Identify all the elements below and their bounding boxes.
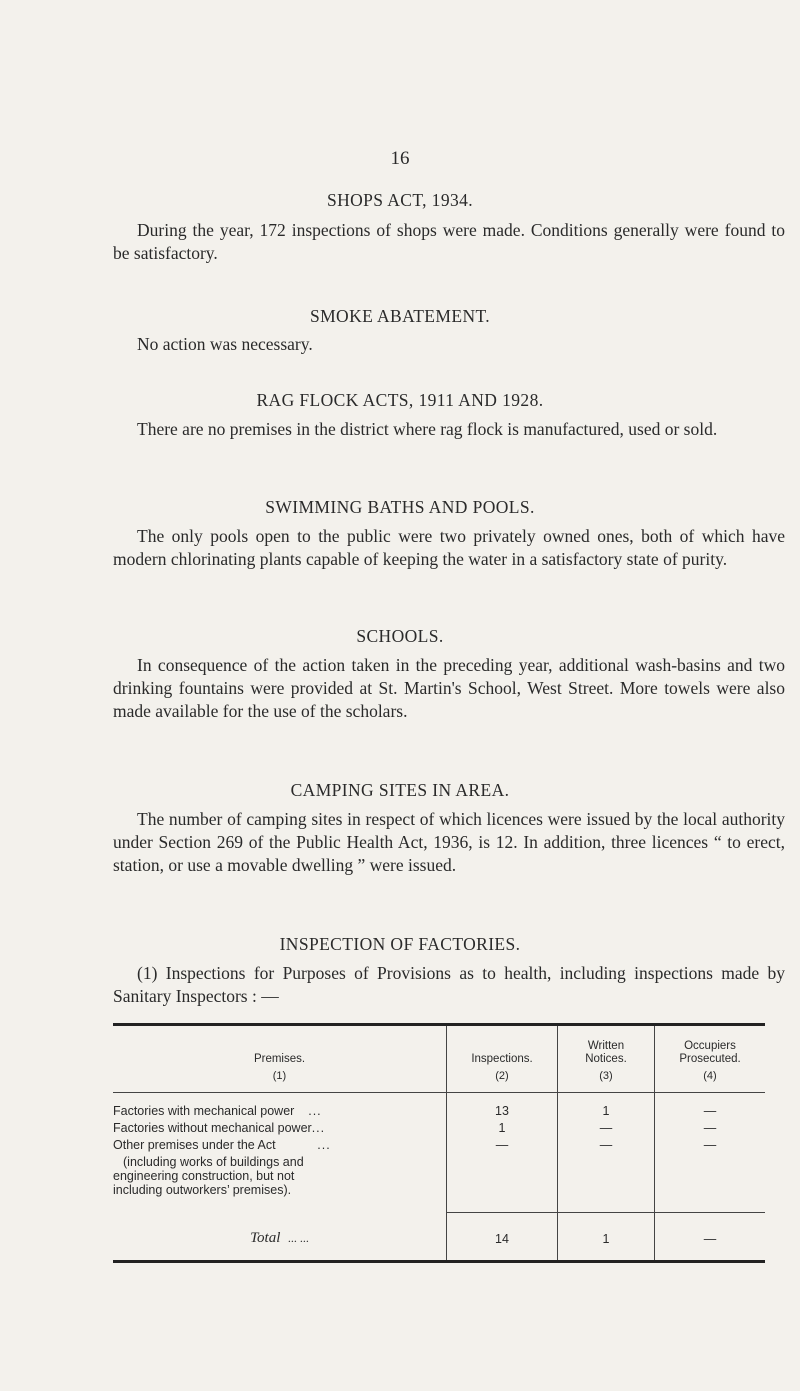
total-prosecuted: — — [703, 1232, 717, 1246]
row-prosecuted: — — [703, 1138, 717, 1152]
row-notices: 1 — [602, 1104, 610, 1118]
row-premises-note: (including works of buildings and engineering construction, but not including outworkers’ premises). — [113, 1155, 304, 1197]
section-heading-shops-act: SHOPS ACT, 1934. — [326, 190, 474, 210]
row-leader: ... — [308, 1104, 322, 1118]
row-premises: Factories with mechanical power — [113, 1104, 295, 1118]
section-body-factories: (1) Inspections for Purposes of Provisions as to health, including inspections made by Sanitary Inspectors : — — [113, 963, 785, 1006]
table-top-rule — [113, 1023, 765, 1026]
row-leader: ... — [311, 1121, 326, 1135]
row-prosecuted: — — [703, 1104, 717, 1118]
row-prosecuted: — — [703, 1121, 717, 1135]
section-body-smoke-abatement: No action was necessary. — [137, 334, 313, 354]
header-written-notices: Written Notices. (3) — [585, 1040, 627, 1082]
header-occupiers-prosecuted: Occupiers Prosecuted. (4) — [679, 1040, 741, 1082]
total-row — [113, 1231, 446, 1245]
section-heading-swimming: SWIMMING BATHS AND POOLS. — [265, 497, 535, 517]
section-body-rag-flock: There are no premises in the district where rag flock is manufactured, used or sold. — [137, 419, 718, 439]
header-inspections: Inspections. (2) — [471, 1053, 533, 1082]
row-inspections: 1 — [498, 1121, 506, 1135]
row-inspections: 13 — [495, 1104, 509, 1118]
table-row — [113, 1121, 443, 1135]
table-bottom-rule — [113, 1260, 765, 1263]
page-number: 16 — [390, 148, 410, 169]
section-heading-smoke-abatement: SMOKE ABATEMENT. — [309, 306, 491, 326]
total-notices: 1 — [602, 1232, 610, 1246]
total-rule — [447, 1212, 765, 1213]
table-row — [113, 1138, 443, 1152]
section-heading-camping: CAMPING SITES IN AREA. — [290, 780, 510, 800]
header-rule — [113, 1092, 765, 1093]
total-label: Total — [250, 1230, 281, 1246]
row-notices: — — [599, 1138, 613, 1152]
section-heading-schools: SCHOOLS. — [356, 626, 444, 646]
row-inspections: — — [495, 1138, 509, 1152]
total-leader: ... ... — [287, 1231, 309, 1245]
section-heading-factories: INSPECTION OF FACTORIES. — [279, 934, 521, 954]
row-notices: — — [599, 1121, 613, 1135]
row-premises: Factories without mechanical power — [113, 1121, 312, 1135]
header-premises: Premises. (1) — [253, 1053, 306, 1082]
section-body-schools: In consequence of the action taken in the preceding year, additional wash-basins and two drinking fountains were provided at St. Martin's School, West Street. More towels were also made available for the use of the scholars. — [113, 655, 785, 721]
section-body-camping: The number of camping sites in respect of which licences were issued by the local authority under Section 269 of the Public Health Act, 1936, is 12. In addition, three licences “ to erect, station, or use a movable dwelling ” were issued. — [113, 809, 785, 875]
section-body-shops-act: During the year, 172 inspections of shops were made. Conditions generally were found to be satisfactory. — [113, 220, 785, 263]
section-body-swimming: The only pools open to the public were two privately owned ones, both of which have modern chlorinating plants capable of keeping the water in a satisfactory state of purity. — [113, 526, 785, 569]
row-premises: Other premises under the Act — [113, 1138, 276, 1152]
total-inspections: 14 — [495, 1232, 509, 1246]
row-leader: ... — [317, 1138, 331, 1152]
section-heading-rag-flock: RAG FLOCK ACTS, 1911 AND 1928. — [256, 390, 544, 410]
table-row — [113, 1104, 443, 1118]
